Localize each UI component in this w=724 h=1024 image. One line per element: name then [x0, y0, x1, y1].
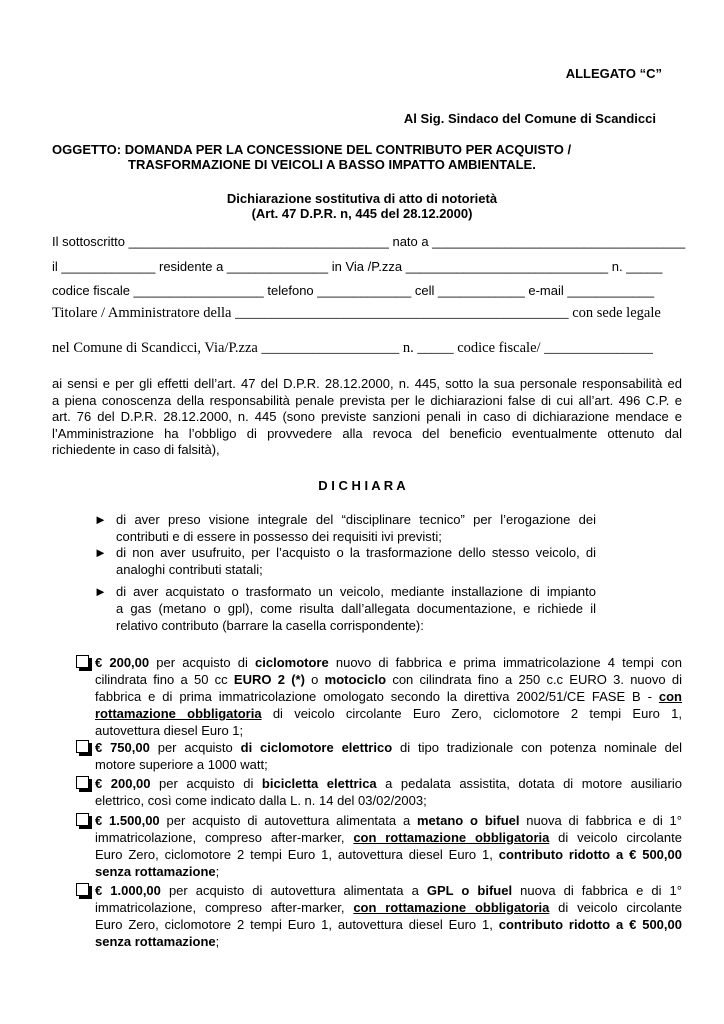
option-bicicletta-elettrica[interactable]: € 200,00 per acquisto di bicicletta elettrica a pedalata assistita, dotata di motore ausiliario elettrico, così come indicato dalla L. n. 14 del 03/02/2003;	[76, 775, 682, 809]
checkbox[interactable]	[76, 655, 89, 668]
declaration-reference: (Art. 47 D.P.R. n, 445 del 28.12.2000)	[251, 206, 473, 221]
form-row-address: nel Comune di Scandicci, Via/P.zza ___________________ n. _____ codice fiscale/ _______________	[52, 340, 653, 356]
bullet-item	[96, 512, 596, 546]
right-arrow-icon: ►	[94, 545, 107, 560]
checkbox[interactable]	[76, 740, 89, 753]
checkbox[interactable]	[76, 813, 89, 826]
right-arrow-icon: ►	[94, 512, 107, 527]
bullet-line: analoghi contributi statali;	[116, 561, 263, 577]
option-ciclomotore[interactable]: € 200,00 per acquisto di ciclomotore nuovo di fabbrica e prima immatricolazione 4 tempi con cilindrata fino a 50 cc EURO 2 (*) o motociclo con cilindrata fino a 250 c.c EURO 3. nuovo di fabbrica e di prima immatricolazione omologato secondo la direttiva 2002/51/CE FASE B - con rottamazione obbligatoria di veicolo circolante Euro Zero, ciclomotore 2 tempi Euro 1, autovettura diesel Euro 1;	[76, 654, 682, 739]
bullet-item	[96, 584, 596, 634]
option-amount: € 1.000,00	[95, 883, 161, 898]
option-ciclomotore-elettrico[interactable]: € 750,00 per acquisto di ciclomotore elettrico di tipo tradizionale con potenza nominale del motore superiore a 1000 watt;	[76, 739, 682, 773]
checkbox[interactable]	[76, 883, 89, 896]
recipient-line: Al Sig. Sindaco del Comune di Scandicci	[403, 111, 656, 126]
preamble-line: a piena conoscenza della responsabilità penale prevista per le dichiarazioni false di cui all’art. 496 C.P. e	[52, 392, 682, 408]
bullet-line: di non aver usufruito, per l’acquisto o la trasformazione dello stesso veicolo, di	[116, 545, 596, 560]
option-amount: € 1.500,00	[95, 813, 160, 828]
bullet-line: di aver preso visione integrale del “disciplinare tecnico” per l’erogazione dei	[116, 512, 596, 527]
form-row-name: Il sottoscritto ____________________________________ nato a ___________________________________	[52, 234, 686, 249]
bullet-line: relativo contributo (barrare la casella corrispondente):	[116, 617, 424, 633]
bullet-line: a gas (metano o gpl), come risulta dall’allegata documentazione, e richiede il	[116, 600, 596, 616]
option-amount: € 200,00	[95, 655, 150, 670]
subject-line-2: TRASFORMAZIONE DI VEICOLI A BASSO IMPATTO AMBIENTALE.	[128, 157, 536, 172]
preamble-line: ai sensi e per gli effetti dell’art. 47 del D.P.R. 28.12.2000, n. 445, sotto la sua personale responsabilità ed	[52, 376, 682, 391]
preamble-line: l’Amministrazione ha l’obbligo di provvedere alla revoca del beneficio eventualmente ottenuto dal	[52, 425, 682, 441]
right-arrow-icon: ►	[94, 584, 107, 599]
preamble-line: art. 76 del D.P.R. 28.12.2000, n. 445 (sono previste sanzioni penali in caso di dichiarazione mendace e	[52, 409, 682, 425]
form-row-company: Titolare / Amministratore della ______________________________________________ con sede legale	[52, 305, 661, 321]
allegato-label: ALLEGATO “C”	[565, 66, 662, 81]
bullet-line: di aver acquistato o trasformato un veicolo, mediante installazione di impianto	[116, 584, 596, 599]
dichiara-heading: D I C H I A R A	[318, 478, 406, 493]
preamble-paragraph	[52, 376, 682, 459]
bullet-line: contributi e di essere in possesso dei requisiti ivi previsti;	[116, 528, 442, 544]
form-row-contacts: codice fiscale __________________ telefono _____________ cell ____________ e-mail ____________	[52, 283, 655, 298]
preamble-line: richiedente in caso di falsità),	[52, 442, 220, 458]
form-row-residence: il _____________ residente a ______________ in Via /P.zza ____________________________ n. _____	[52, 259, 663, 274]
checkbox[interactable]	[76, 776, 89, 789]
option-amount: € 200,00	[95, 776, 151, 791]
declaration-title: Dichiarazione sostitutiva di atto di notorietà	[226, 191, 498, 206]
option-gpl[interactable]: € 1.000,00 per acquisto di autovettura alimentata a GPL o bifuel nuova di fabbrica e di 1° immatricolazione, compreso after-marker, con rottamazione obbligatoria di veicolo circolante Euro Zero, ciclomotore 2 tempi Euro 1, autovettura diesel Euro 1, contributo ridotto a € 500,00 senza rottamazione;	[76, 882, 682, 950]
option-amount: € 750,00	[95, 740, 150, 755]
subject-line-1: OGGETTO: DOMANDA PER LA CONCESSIONE DEL CONTRIBUTO PER ACQUISTO /	[52, 142, 572, 157]
option-metano[interactable]: € 1.500,00 per acquisto di autovettura alimentata a metano o bifuel nuova di fabbrica e di 1° immatricolazione, compreso after-marker, con rottamazione obbligatoria di veicolo circolante Euro Zero, ciclomotore 2 tempi Euro 1, autovettura diesel Euro 1, contributo ridotto a € 500,00 senza rottamazione;	[76, 812, 682, 880]
bullet-item	[96, 545, 596, 579]
